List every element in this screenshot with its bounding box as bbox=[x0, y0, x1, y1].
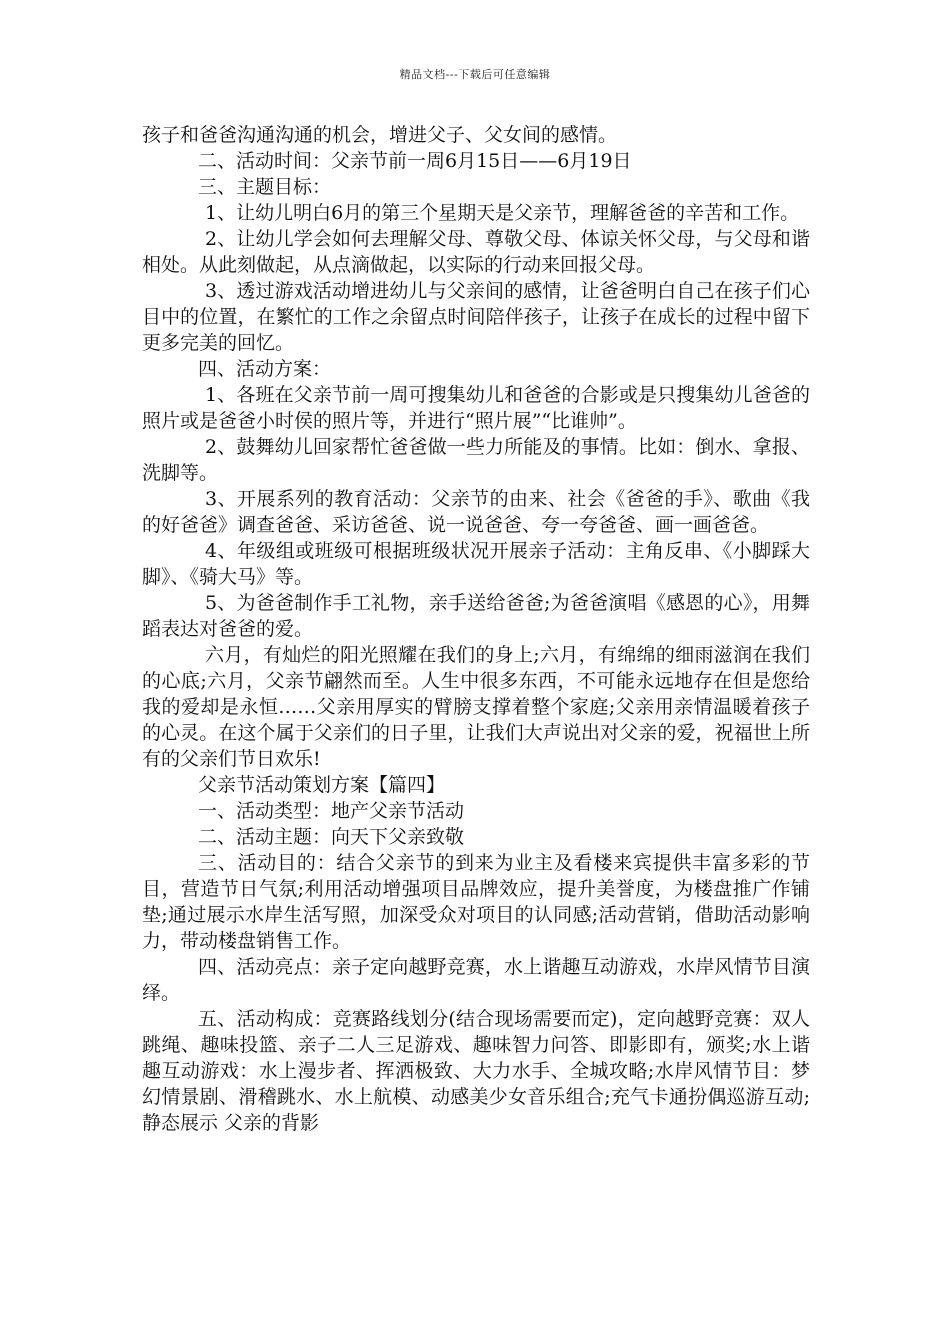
paragraph: 1、各班在父亲节前一周可搜集幼儿和爸爸的合影或是只搜集幼儿爸爸的照片或是爸爸小时侯的照片等，并进行“照片展”“比谁帅”。 bbox=[142, 384, 810, 432]
paragraph: 1、让幼儿明白6月的第三个星期天是父亲节，理解爸爸的辛苦和工作。 bbox=[205, 202, 800, 224]
paragraph: 2、让幼儿学会如何去理解父母、尊敬父母、体谅关怀父母，与父母和谐相处。从此刻做起，从点滴做起，以实际的行动来回报父母。 bbox=[142, 228, 810, 276]
paragraph: 六月，有灿烂的阳光照耀在我们的身上;六月，有绵绵的细雨滋润在我们的心底;六月，父亲节翩然而至。人生中很多东西，不可能永远地存在但是您给我的爱却是永恒……父亲用厚实的臂膀支撑着整个家庭;父亲用亲情温暖着孩子的心灵。在这个属于父亲们的日子里，让我们大声说出对父亲的爱，祝福世上所有的父亲们节日欢乐! bbox=[142, 644, 810, 770]
section-title: 父亲节活动策划方案【篇四】 bbox=[198, 774, 446, 796]
paragraph: 四、活动亮点：亲子定向越野竞赛，水上谐趣互动游戏，水岸风情节目演绎。 bbox=[142, 956, 810, 1004]
document-body bbox=[142, 122, 810, 1136]
paragraph: 二、活动时间：父亲节前一周6月15日——6月19日 bbox=[198, 150, 632, 172]
paragraph: 二、活动主题：向天下父亲致敬 bbox=[198, 826, 465, 848]
paragraph: 三、活动目的：结合父亲节的到来为业主及看楼来宾提供丰富多彩的节目，营造节日气氛;利用活动增强项目品牌效应，提升美誉度，为楼盘推广作铺垫;通过展示水岸生活写照，加深受众对项目的认同感;活动营销，借助活动影响力，带动楼盘销售工作。 bbox=[142, 852, 810, 952]
paragraph: 五、活动构成：竞赛路线划分(结合现场需要而定)，定向越野竞赛：双人跳绳、趣味投篮、亲子二人三足游戏、趣味智力问答、即影即有，颁奖;水上谐趣互动游戏：水上漫步者、挥洒极致、大力水手、全城攻略;水岸风情节目：梦幻情景剧、滑稽跳水、水上航模、动感美少女音乐组合;充气卡通扮偶巡游互动;静态展示 父亲的背影 bbox=[142, 1008, 810, 1134]
paragraph: 5、为爸爸制作手工礼物，亲手送给爸爸;为爸爸演唱《感恩的心》，用舞蹈表达对爸爸的爱。 bbox=[142, 592, 810, 640]
paragraph: 四、活动方案： bbox=[198, 358, 332, 380]
page-header: 精品文档---下载后可任意编辑 bbox=[399, 68, 551, 81]
paragraph: 一、活动类型：地产父亲节活动 bbox=[198, 800, 465, 822]
paragraph: 孩子和爸爸沟通沟通的机会，增进父子、父女间的感情。 bbox=[142, 124, 618, 146]
paragraph: 3、开展系列的教育活动：父亲节的由来、社会《爸爸的手》、歌曲《我的好爸爸》调查爸爸、采访爸爸、说一说爸爸、夸一夸爸爸、画一画爸爸。 bbox=[142, 488, 810, 536]
paragraph: 2、鼓舞幼儿回家帮忙爸爸做一些力所能及的事情。比如：倒水、拿报、洗脚等。 bbox=[142, 436, 810, 484]
paragraph: 4、年级组或班级可根据班级状况开展亲子活动：主角反串、《小脚踩大脚》、《骑大马》等。 bbox=[142, 540, 810, 588]
paragraph: 3、透过游戏活动增进幼儿与父亲间的感情，让爸爸明白自己在孩子们心目中的位置，在繁忙的工作之余留点时间陪伴孩子，让孩子在成长的过程中留下更多完美的回忆。 bbox=[142, 280, 810, 354]
paragraph: 三、主题目标： bbox=[198, 176, 332, 198]
